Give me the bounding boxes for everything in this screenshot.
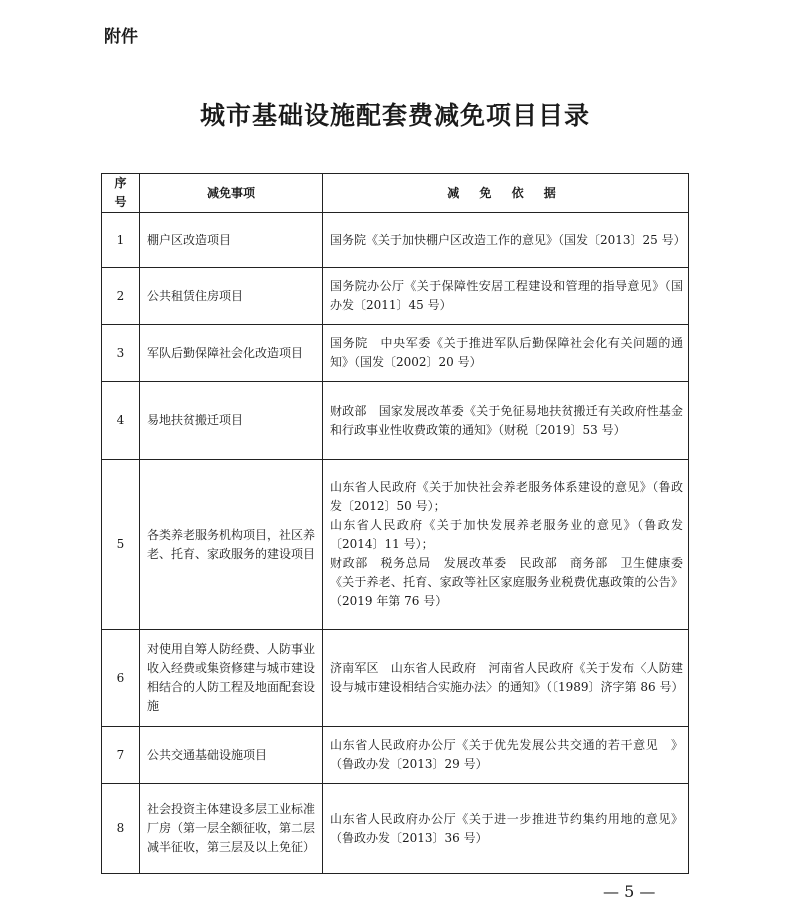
table-row: [102, 784, 689, 874]
row-number: 1: [102, 213, 140, 268]
column-header-item: 减免事项: [140, 174, 323, 213]
row-basis: 国务院办公厅《关于保障性安居工程建设和管理的指导意见》（国办发〔2011〕45 号）: [323, 268, 689, 325]
row-number: 6: [102, 630, 140, 727]
row-item: 易地扶贫搬迁项目: [140, 382, 323, 460]
row-item: 军队后勤保障社会化改造项目: [140, 325, 323, 382]
row-item: 对使用自筹人防经费、人防事业收入经费或集资修建与城市建设相结合的人防工程及地面配套设施: [140, 630, 323, 727]
page-title: 城市基础设施配套费减免项目目录: [199, 101, 590, 130]
exemption-table: [101, 173, 689, 874]
table-row: [102, 727, 689, 784]
row-item: 各类养老服务机构项目，社区养老、托育、家政服务的建设项目: [140, 460, 323, 630]
table-header-row: [102, 174, 689, 213]
row-basis: 国务院 中央军委《关于推进军队后勤保障社会化有关问题的通知》（国发〔2002〕20 号）: [323, 325, 689, 382]
table-row: [102, 460, 689, 630]
column-header-number: 序号: [102, 174, 140, 213]
table-row: [102, 213, 689, 268]
row-basis: 山东省人民政府《关于加快社会养老服务体系建设的意见》（鲁政发〔2012〕50 号）； 山东省人民政府《关于加快发展养老服务业的意见》（鲁政发〔2014〕11 号）； 财政部 税务总局 发展改革委 民政部 商务部 卫生健康委《关于养老、托育、家政等社区家庭服务业税费优惠政策的公告》（2019 年第 76 号）: [323, 460, 689, 630]
row-basis: 国务院《关于加快棚户区改造工作的意见》（国发〔2013〕25 号）: [323, 213, 689, 268]
row-number: 8: [102, 784, 140, 874]
row-number: 5: [102, 460, 140, 630]
table-row: [102, 630, 689, 727]
attachment-label: 附件: [104, 27, 138, 47]
row-item: 公共租赁住房项目: [140, 268, 323, 325]
table-row: [102, 325, 689, 382]
row-item: 公共交通基础设施项目: [140, 727, 323, 784]
row-item: 棚户区改造项目: [140, 213, 323, 268]
row-item: 社会投资主体建设多层工业标准厂房（第一层全额征收，第二层减半征收，第三层及以上免征）: [140, 784, 323, 874]
row-number: 7: [102, 727, 140, 784]
row-basis: 山东省人民政府办公厅《关于进一步推进节约集约用地的意见》（鲁政办发〔2013〕36 号）: [323, 784, 689, 874]
page-number: — 5 —: [603, 882, 656, 901]
row-basis: 财政部 国家发展改革委《关于免征易地扶贫搬迁有关政府性基金和行政事业性收费政策的通知》（财税〔2019〕53 号）: [323, 382, 689, 460]
table-row: [102, 268, 689, 325]
row-number: 2: [102, 268, 140, 325]
column-header-basis: 减 免 依 据: [323, 174, 689, 213]
row-basis: 山东省人民政府办公厅《关于优先发展公共交通的若干意见 》（鲁政办发〔2013〕29 号）: [323, 727, 689, 784]
table-row: [102, 382, 689, 460]
row-number: 4: [102, 382, 140, 460]
row-number: 3: [102, 325, 140, 382]
row-basis: 济南军区 山东省人民政府 河南省人民政府《关于发布〈人防建设与城市建设相结合实施办法〉的通知》（〔1989〕济字第 86 号）: [323, 630, 689, 727]
